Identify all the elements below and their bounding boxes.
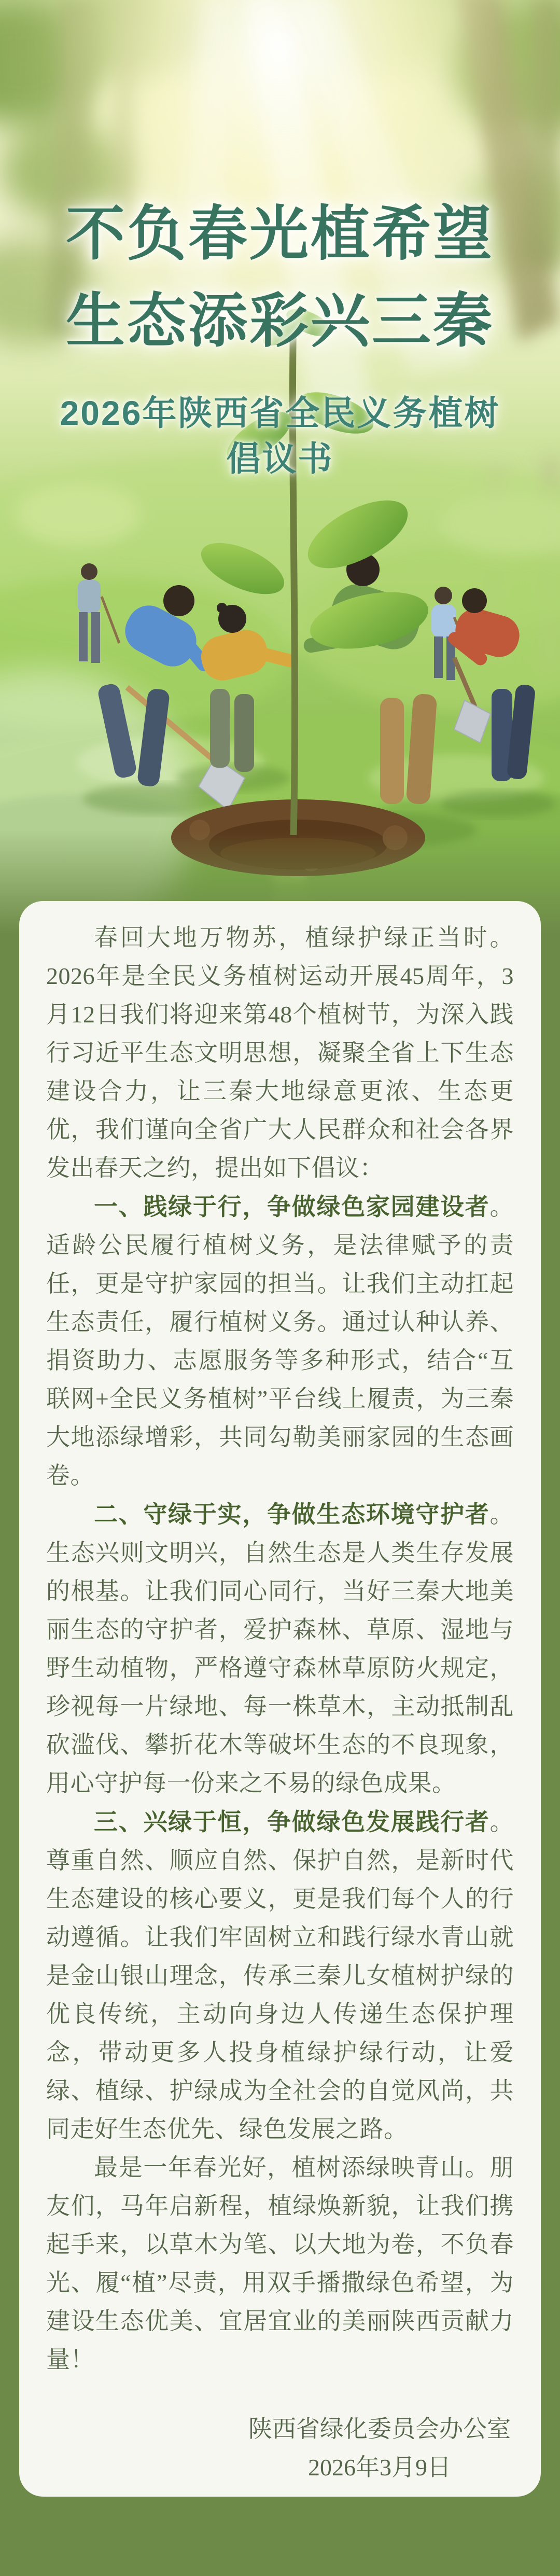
section-1-text: 。适龄公民履行植树义务，是法律赋予的责任，更是守护家园的担当。让我们主动扛起生态责任，履行植树义务。通过认种认养、捐资助力、志愿服务等多种形式，结合“互联网+全民义务植树”平台线上履责，为三秦大地添绿增彩，共同勾勒美丽家园的生态画卷。	[46, 1194, 514, 1489]
section-2-text: 。生态兴则文明兴，自然生态是人类生存发展的根基。让我们同心同行，当好三秦大地美丽生态的守护者，爱护森林、草原、湿地与野生动植物，严格遵守森林草原防火规定，珍视每一片绿地、每一株草木，主动抵制乱砍滥伐、攀折花木等破坏生态的不良现象，用心守护每一份来之不易的绿色成果。	[46, 1501, 514, 1796]
paragraph-closing	[46, 2149, 514, 2379]
poster-title-line1: 不负春光植希望	[65, 201, 494, 267]
poster-title	[0, 191, 560, 365]
hero-banner	[0, 0, 560, 934]
poster-subtitle	[0, 390, 560, 481]
paragraph-intro	[46, 919, 514, 1187]
signature-date: 2026年3月9日	[308, 2454, 451, 2481]
signature-office: 陕西省绿化委员会办公室	[248, 2416, 511, 2442]
section-3-heading: 三、兴绿于恒，争做绿色发展践行者	[94, 1808, 490, 1835]
paragraph-section-3	[46, 1803, 514, 2149]
section-1-heading: 一、践绿于行，争做绿色家园建设者	[94, 1193, 490, 1220]
poster-title-line2: 生态添彩兴三秦	[65, 288, 494, 354]
poster-subtitle-line1: 2026年陕西省全民义务植树	[60, 394, 500, 432]
poster-subtitle-line2: 倡议书	[226, 439, 334, 478]
proposal-letter-card	[19, 901, 541, 2497]
paragraph-closing-text: 最是一年春光好，植树添绿映青山。朋友们，马年启新程，植绿焕新貌，让我们携起手来，以草木为笔、以大地为卷，不负春光、履“植”尽责，用双手播撒绿色希望，为建设生态优美、宜居宜业的美丽陕西贡献力量！	[46, 2154, 514, 2373]
paragraph-intro-text: 春回大地万物苏，植绿护绿正当时。2026年是全民义务植树运动开展45周年，3月12日我们将迎来第48个植树节，为深入践行习近平生态文明思想，凝聚全省上下生态建设合力，让三秦大地绿意更浓、生态更优，我们谨向全省广大人民群众和社会各界发出春天之约，提出如下倡议：	[46, 924, 514, 1181]
section-2-heading: 二、守绿于实，争做生态环境守护者	[94, 1501, 490, 1528]
paragraph-section-2	[46, 1495, 514, 1803]
section-3-text: 。尊重自然、顺应自然、保护自然，是新时代生态建设的核心要义，更是我们每个人的行动遵循。让我们牢固树立和践行绿水青山就是金山银山理念，传承三秦儿女植树护绿的优良传统，主动向身边人传递生态保护理念，带动更多人投身植绿护绿行动，让爱绿、植绿、护绿成为全社会的自觉风尚，共同走好生态优先、绿色发展之路。	[46, 1809, 514, 2142]
signature-block	[46, 2410, 514, 2487]
paragraph-section-1	[46, 1187, 514, 1495]
